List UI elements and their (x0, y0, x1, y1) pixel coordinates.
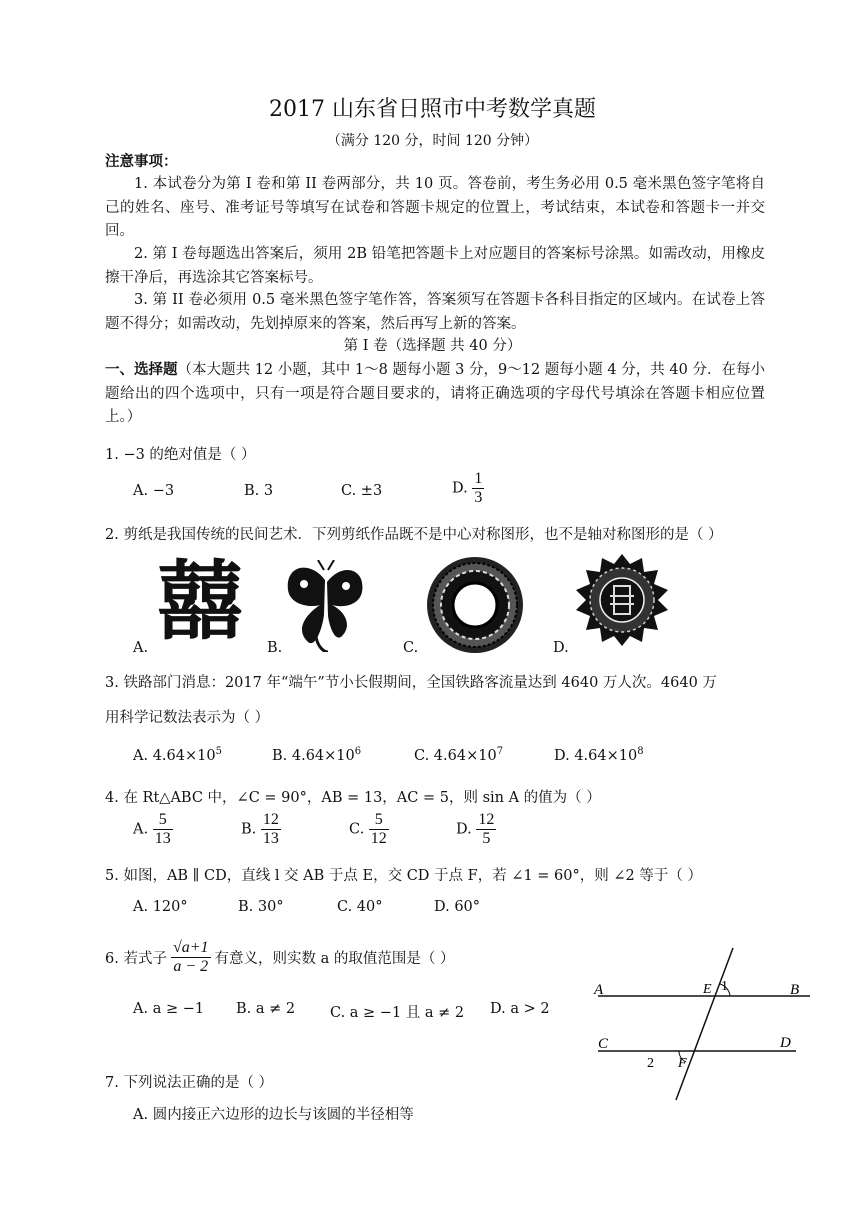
q2-option-d: D. (553, 640, 569, 656)
figure-label-c: C (598, 1036, 609, 1052)
q6-stem (105, 939, 455, 976)
q4-option-c (349, 811, 389, 848)
notice-item-1: 1. 本试卷分为第 I 卷和第 II 卷两部分，共 10 页。答卷前，考生务必用 0.5 毫米黑色签字笔将自己的姓名、座号、准考证号等填写在试卷和答题卡规定的位置上，考试结束，本试卷和答题卡一并交回。 (105, 176, 765, 239)
q3-stem-line1: 3. 铁路部门消息：2017 年“端午”节小长假期间，全国铁路客流量达到 4640 万人次。4640 万 (105, 675, 717, 691)
figure-angle-1: 1 (721, 979, 728, 994)
figure-label-a: A (594, 982, 604, 998)
q5-option-c: C. 40° (337, 899, 383, 915)
q2-option-a: A. (133, 640, 149, 656)
q2-stem: 2. 剪纸是我国传统的民间艺术．下列剪纸作品既不是中心对称图形，也不是轴对称图形的是（ ） (105, 527, 723, 543)
q1-stem: 1. −3 的绝对值是（ ） (105, 447, 256, 463)
figure-label-b: B (790, 982, 800, 998)
q3-d-exponent: 8 (637, 746, 644, 757)
q5-option-d: D. 60° (434, 899, 481, 915)
page-subtitle: （满分 120 分，时间 120 分钟） (326, 133, 539, 149)
q3-b-exponent: 6 (354, 746, 362, 757)
page-title: 2017 山东省日照市中考数学真题 (269, 97, 596, 122)
q7-stem: 7. 下列说法正确的是（ ） (105, 1075, 274, 1091)
q2-option-c: C. (403, 640, 419, 656)
q1-option-d-label: D. (452, 480, 468, 497)
q4-a-numerator: 5 (153, 811, 173, 830)
figure-label-d: D (780, 1035, 791, 1051)
part1-title: 第 I 卷（选择题 共 40 分） (343, 338, 522, 354)
q6-numerator: √a+1 (172, 939, 209, 956)
q1-option-d (452, 470, 484, 507)
q4-b-label: B. (241, 821, 257, 838)
q6-prefix: 6. 若式子 (105, 951, 167, 967)
q1-d-numerator: 1 (474, 470, 483, 487)
q5-option-a: A. 120° (133, 899, 188, 915)
paper-cut-butterfly (280, 560, 370, 652)
q5-option-b: B. 30° (238, 899, 284, 915)
q6-option-a: A. a ≥ −1 (133, 1001, 205, 1017)
q6-option-b: B. a ≠ 2 (236, 1001, 296, 1017)
q1-d-denominator: 3 (474, 489, 483, 506)
q5-stem: 5. 如图，AB ∥ CD，直线 l 交 AB 于点 E，交 CD 于点 F，若 ∠1 = 60°，则 ∠2 等于（ ） (105, 868, 702, 884)
q4-d-fraction (476, 811, 496, 848)
q4-b-numerator: 12 (262, 811, 279, 828)
notice-heading: 注意事项： (105, 153, 178, 170)
q6-option-d: D. a > 2 (490, 1001, 550, 1017)
q3-option-a (133, 746, 222, 764)
q4-d-numerator: 12 (478, 811, 495, 828)
q3-b-text: B. 4.64×10 (272, 747, 355, 764)
q1-option-b: B. 3 (244, 483, 274, 499)
q6-suffix: 有意义，则实数 a 的取值范围是（ ） (214, 951, 455, 967)
q4-a-label: A. (133, 821, 149, 838)
notice-item-3: 3. 第 II 卷必须用 0.5 毫米黑色签字笔作答，答案须写在答题卡各科目指定的区域内。在试卷上答题不得分；如需改动，先划掉原来的答案，然后再写上新的答案。 (105, 292, 765, 332)
paper-cut-round-emblem (574, 552, 670, 648)
q2-option-b: B. (267, 640, 283, 656)
q3-a-text: A. 4.64×10 (133, 747, 216, 764)
notice-item-2: 2. 第 I 卷每题选出答案后，须用 2B 铅笔把答题卡上对应题目的答案标号涂黑。如需改动，用橡皮擦干净后，再选涂其它答案标号。 (105, 246, 765, 286)
figure-label-f: F (678, 1056, 687, 1071)
q3-a-exponent: 5 (215, 746, 222, 757)
q7-option-a: A. 圆内接正六边形的边长与该圆的半径相等 (133, 1107, 414, 1123)
q4-c-label: C. (349, 821, 365, 838)
q3-c-exponent: 7 (496, 746, 504, 757)
q3-option-b (272, 746, 361, 764)
q3-c-text: C. 4.64×10 (414, 747, 497, 764)
q3-option-d (554, 746, 644, 764)
q1-option-d-fraction (472, 470, 484, 507)
q4-b-fraction (261, 811, 281, 848)
q4-option-a (133, 811, 173, 848)
q6-option-c: C. a ≥ −1 且 a ≠ 2 (330, 1005, 465, 1021)
q4-c-denominator: 12 (370, 830, 387, 847)
paper-cut-ring-pattern (424, 554, 526, 656)
q4-d-label: D. (456, 821, 472, 838)
q4-option-b (241, 811, 281, 848)
q6-denominator: a − 2 (173, 958, 209, 975)
q6-fraction (171, 939, 211, 976)
q1-option-c: C. ±3 (341, 483, 383, 499)
q3-stem-line2: 用科学记数法表示为（ ） (105, 710, 270, 726)
q4-d-denominator: 5 (482, 830, 491, 847)
q4-stem: 4. 在 Rt△ABC 中，∠C = 90°，AB = 13，AC = 5，则 sin A 的值为（ ） (105, 790, 601, 806)
figure-label-e: E (703, 982, 712, 997)
q4-a-denominator: 13 (154, 830, 171, 847)
parallel-lines-figure (588, 944, 818, 1104)
q4-a-fraction (153, 811, 173, 848)
q3-d-text: D. 4.64×10 (554, 747, 638, 764)
figure-angle-2: 2 (647, 1056, 654, 1071)
q4-c-numerator: 5 (369, 811, 389, 830)
section1-intro (105, 358, 765, 430)
paper-cut-double-happiness: 囍 (157, 552, 243, 652)
q4-b-denominator: 13 (262, 830, 279, 847)
q3-option-c (414, 746, 503, 764)
q4-option-d (456, 811, 496, 848)
section1-desc: （本大题共 12 小题，其中 1～8 题每小题 3 分，9～12 题每小题 4 分，共 40 分．在每小题给出的四个选项中，只有一项是符合题目要求的，请将正确选项的字母代号填涂在答题卡相应位置上。） (105, 362, 766, 425)
section1-label: 一、选择题 (105, 361, 178, 378)
q1-option-a: A. −3 (133, 483, 175, 499)
q4-c-fraction (369, 811, 389, 848)
